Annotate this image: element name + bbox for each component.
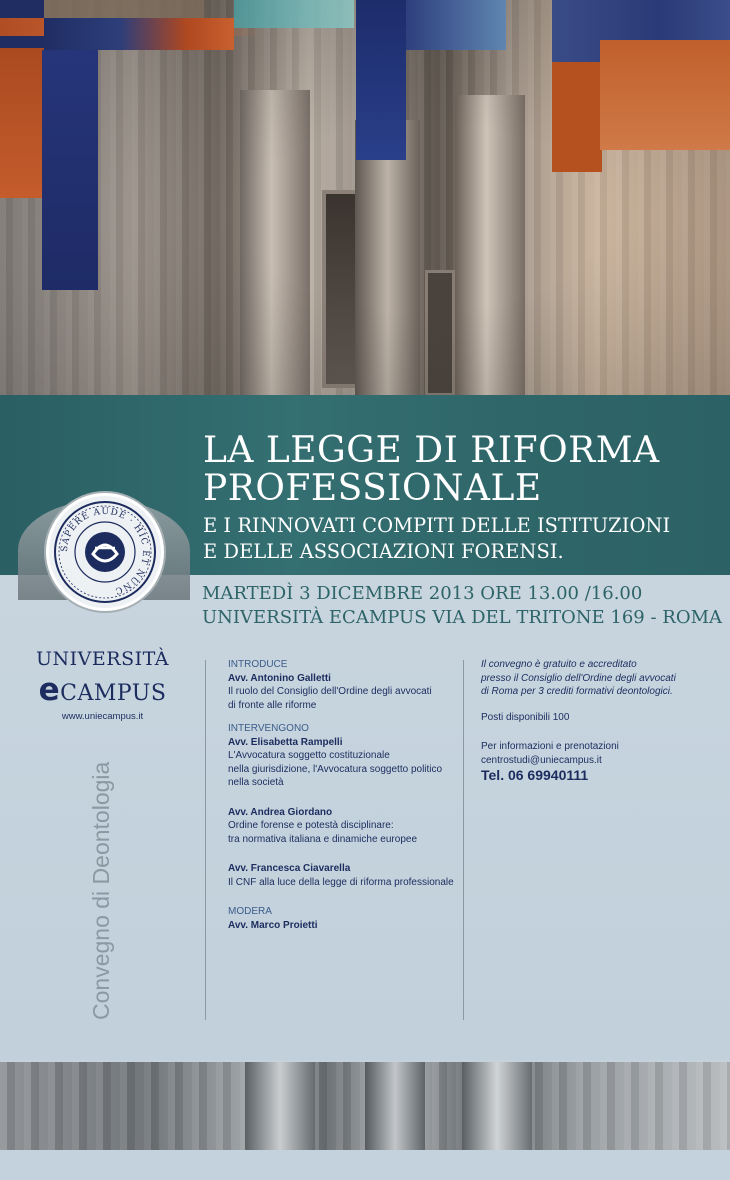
vertical-label: Convegno di Deontologia <box>88 761 114 1020</box>
brand-e-letter: e <box>38 672 61 708</box>
speaker-desc: L'Avvocatura soggetto costituzionale <box>228 750 390 761</box>
modera-label: MODERA <box>228 906 272 917</box>
speaker-desc: nella società <box>228 777 284 788</box>
intervengono-label: INTERVENGONO <box>228 723 309 734</box>
event-subtitle <box>203 513 670 565</box>
speaker-desc: tra normativa italiana e dinamiche europee <box>228 833 417 845</box>
event-venue: UNIVERSITÀ ECAMPUS VIA DEL TRITONE 169 - ROMA <box>202 607 723 628</box>
introduce-label: INTRODUCE <box>228 659 288 670</box>
speaker-name: Avv. Francesca Ciavarella <box>228 863 351 874</box>
contact-phone[interactable]: Tel. 06 69940111 <box>481 767 589 783</box>
subtitle-line-2: E DELLE ASSOCIAZIONI FORENSI. <box>203 540 564 563</box>
program-column <box>228 658 460 932</box>
contact-email[interactable]: centrostudi@uniecampus.it <box>481 754 602 766</box>
speaker-name: Avv. Andrea Giordano <box>228 806 333 818</box>
brand-university: UNIVERSITÀ <box>36 648 169 670</box>
svg-text:SAPERE AUDE · HIC ET NUNC: SAPERE AUDE · HIC ET NUNC <box>59 506 151 596</box>
introduce-desc: Il ruolo del Consiglio dell'Ordine degli avvocati <box>228 686 432 697</box>
column-divider <box>205 660 206 1020</box>
title-line-2: PROFESSIONALE <box>203 468 542 509</box>
title-line-1: LA LEGGE DI RIFORMA <box>203 430 660 471</box>
speaker-desc: Il CNF alla luce della legge di riforma professionale <box>228 876 454 888</box>
footer-band <box>0 1150 730 1180</box>
subtitle-line-1: E I RINNOVATI COMPITI DELLE ISTITUZIONI <box>203 514 671 537</box>
university-seal <box>46 493 164 611</box>
introduce-desc: di fronte alle riforme <box>228 699 317 711</box>
accreditation-text: di Roma per 3 crediti formativi deontologici. <box>481 686 673 697</box>
moderator-name: Avv. Marco Proietti <box>228 919 318 931</box>
contact-label: Per informazioni e prenotazioni <box>481 741 619 752</box>
speaker-desc: nella giurisdizione, l'Avvocatura soggetto politico <box>228 763 443 775</box>
speaker-name: Avv. Elisabetta Rampelli <box>228 736 343 748</box>
event-title <box>203 432 660 508</box>
info-column <box>481 658 721 783</box>
speaker-desc: Ordine forense e potestà disciplinare: <box>228 820 394 831</box>
seats-available: Posti disponibili 100 <box>481 711 570 723</box>
seal-emblem-icon <box>49 496 161 608</box>
accreditation-text: Il convegno è gratuito e accreditato <box>481 659 637 670</box>
brand-ecampus-logo <box>30 672 175 708</box>
column-divider <box>463 660 464 1020</box>
accreditation-text: presso il Consiglio dell'Ordine degli avvocati <box>481 672 676 684</box>
footer-photo <box>0 1062 730 1150</box>
event-date: MARTEDÌ 3 DICEMBRE 2013 ORE 13.00 /16.00 <box>202 583 643 604</box>
brand-campus: CAMPUS <box>60 681 167 706</box>
header-photo <box>0 0 730 395</box>
introduce-speaker: Avv. Antonino Galletti <box>228 672 331 684</box>
website-link[interactable]: www.uniecampus.it <box>61 711 144 722</box>
